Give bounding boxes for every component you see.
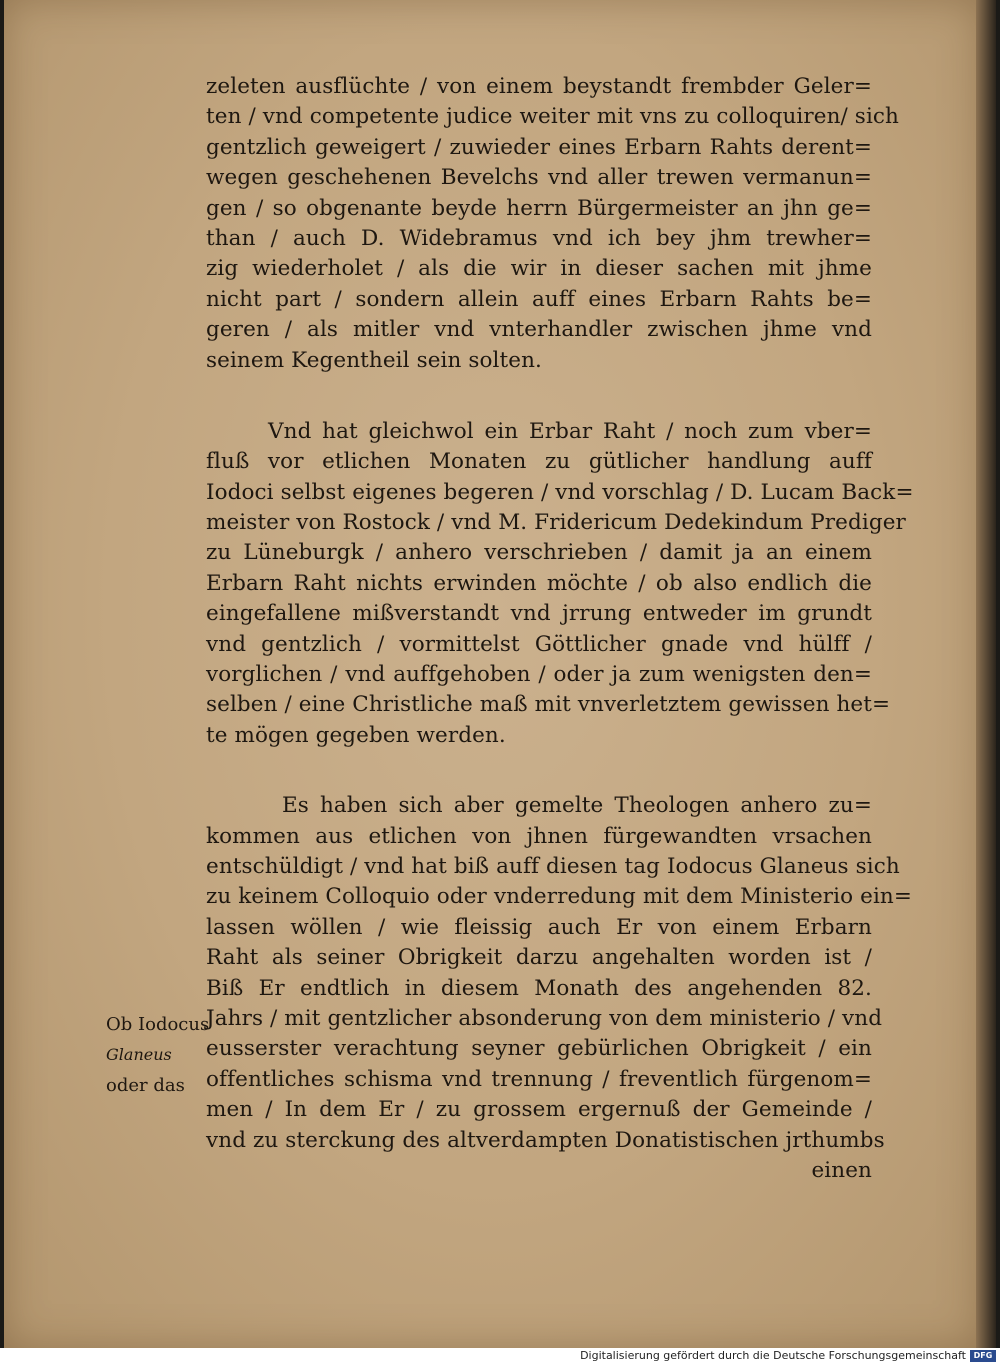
text-line: zig wiederholet / als die wir in dieser sachen mit jhme xyxy=(206,256,872,282)
text-line: nicht part / sondern allein auff eines Erbarn Rahts be= xyxy=(206,286,872,312)
text-line: seinem Kegentheil sein solten. xyxy=(206,347,542,373)
text-line: Erbarn Raht nichts erwinden möchte / ob also endlich die xyxy=(206,570,872,596)
marginal-note-line: Ob Iodocus xyxy=(106,1014,210,1035)
page-edge xyxy=(976,0,996,1348)
text-line: gen / so obgenante beyde herrn Bürgermeister an jhn ge= xyxy=(206,195,872,221)
text-line: te mögen gegeben werden. xyxy=(206,722,506,748)
text-line: vnd zu sterckung des altverdampten Donatistischen jrthumbs xyxy=(206,1127,885,1153)
text-line: vnd gentzlich / vormittelst Göttlicher gnade vnd hülff / xyxy=(206,631,872,657)
funding-credit: Digitalisierung gefördert durch die Deutsche Forschungsgemeinschaft xyxy=(580,1349,966,1362)
text-line: zu keinem Colloquio oder vnderredung mit dem Ministerio ein= xyxy=(206,884,912,910)
text-line: men / In dem Er / zu grossem ergernuß der Gemeinde / xyxy=(206,1097,872,1123)
text-line: Iodoci selbst eigenes begeren / vnd vorschlag / D. Lucam Back= xyxy=(206,479,914,505)
dfg-logo-icon: DFG xyxy=(970,1350,996,1362)
marginal-note-line: oder das xyxy=(106,1074,185,1096)
digitization-footer xyxy=(0,1348,1000,1365)
text-line: entschüldigt / vnd hat biß auff diesen tag Iodocus Glaneus sich xyxy=(206,853,900,879)
text-line: Vnd hat gleichwol ein Erbar Raht / noch zum vber= xyxy=(268,418,872,444)
main-text-block xyxy=(206,72,914,1186)
text-line: than / auch D. Widebramus vnd ich bey jhm trewher= xyxy=(206,225,872,251)
text-line: eusserster verachtung seyner gebürlichen Obrigkeit / ein xyxy=(206,1036,872,1062)
text-line: lassen wöllen / wie fleissig auch Er von einem Erbarn xyxy=(206,914,872,940)
text-line: wegen geschehenen Bevelchs vnd aller trewen vermanun= xyxy=(206,165,872,191)
text-line: zeleten ausflüchte / von einem beystandt frembder Geler= xyxy=(206,74,872,99)
text-line: eingefallene mißverstandt vnd jrrung entweder im grundt xyxy=(206,601,872,627)
paragraph-3 xyxy=(206,791,912,1186)
paragraph-1 xyxy=(206,72,900,376)
text-line: Biß Er endtlich in diesem Monath des angehenden 82. xyxy=(206,975,872,1001)
text-line: Raht als seiner Obrigkeit darzu angehalten worden ist / xyxy=(206,945,872,971)
marginal-note-line: Glaneus xyxy=(106,1045,172,1065)
text-line: gentzlich geweigert / zuwieder eines Erbarn Rahts derent= xyxy=(206,134,872,160)
text-line: fluß vor etlichen Monaten zu gütlicher handlung auff xyxy=(206,449,872,475)
text-line: geren / als mitler vnd vnterhandler zwischen jhme vnd xyxy=(206,317,872,343)
text-line: vorglichen / vnd auffgehoben / oder ja zum wenigsten den= xyxy=(206,662,872,688)
text-line: offentliches schisma vnd trennung / freventlich fürgenom= xyxy=(206,1066,872,1092)
text-line: ten / vnd competente judice weiter mit vns zu colloquiren/ sich xyxy=(206,104,900,130)
text-line: Es haben sich aber gemelte Theologen anhero zu= xyxy=(282,793,872,819)
marginal-note xyxy=(106,1010,210,1101)
text-line: kommen aus etlichen von jhnen fürgewandten vrsachen xyxy=(206,823,872,849)
paragraph-2 xyxy=(206,417,914,751)
catchword: einen xyxy=(811,1157,872,1183)
text-line: meister von Rostock / vnd M. Fridericum Dedekindum Prediger xyxy=(206,510,906,536)
text-line: Jahrs / mit gentzlicher absonderung von dem ministerio / vnd xyxy=(206,1005,883,1031)
text-line: zu Lüneburgk / anhero verschrieben / damit ja an einem xyxy=(206,540,872,566)
text-line: selben / eine Christliche maß mit vnverletztem gewissen het= xyxy=(206,692,891,718)
